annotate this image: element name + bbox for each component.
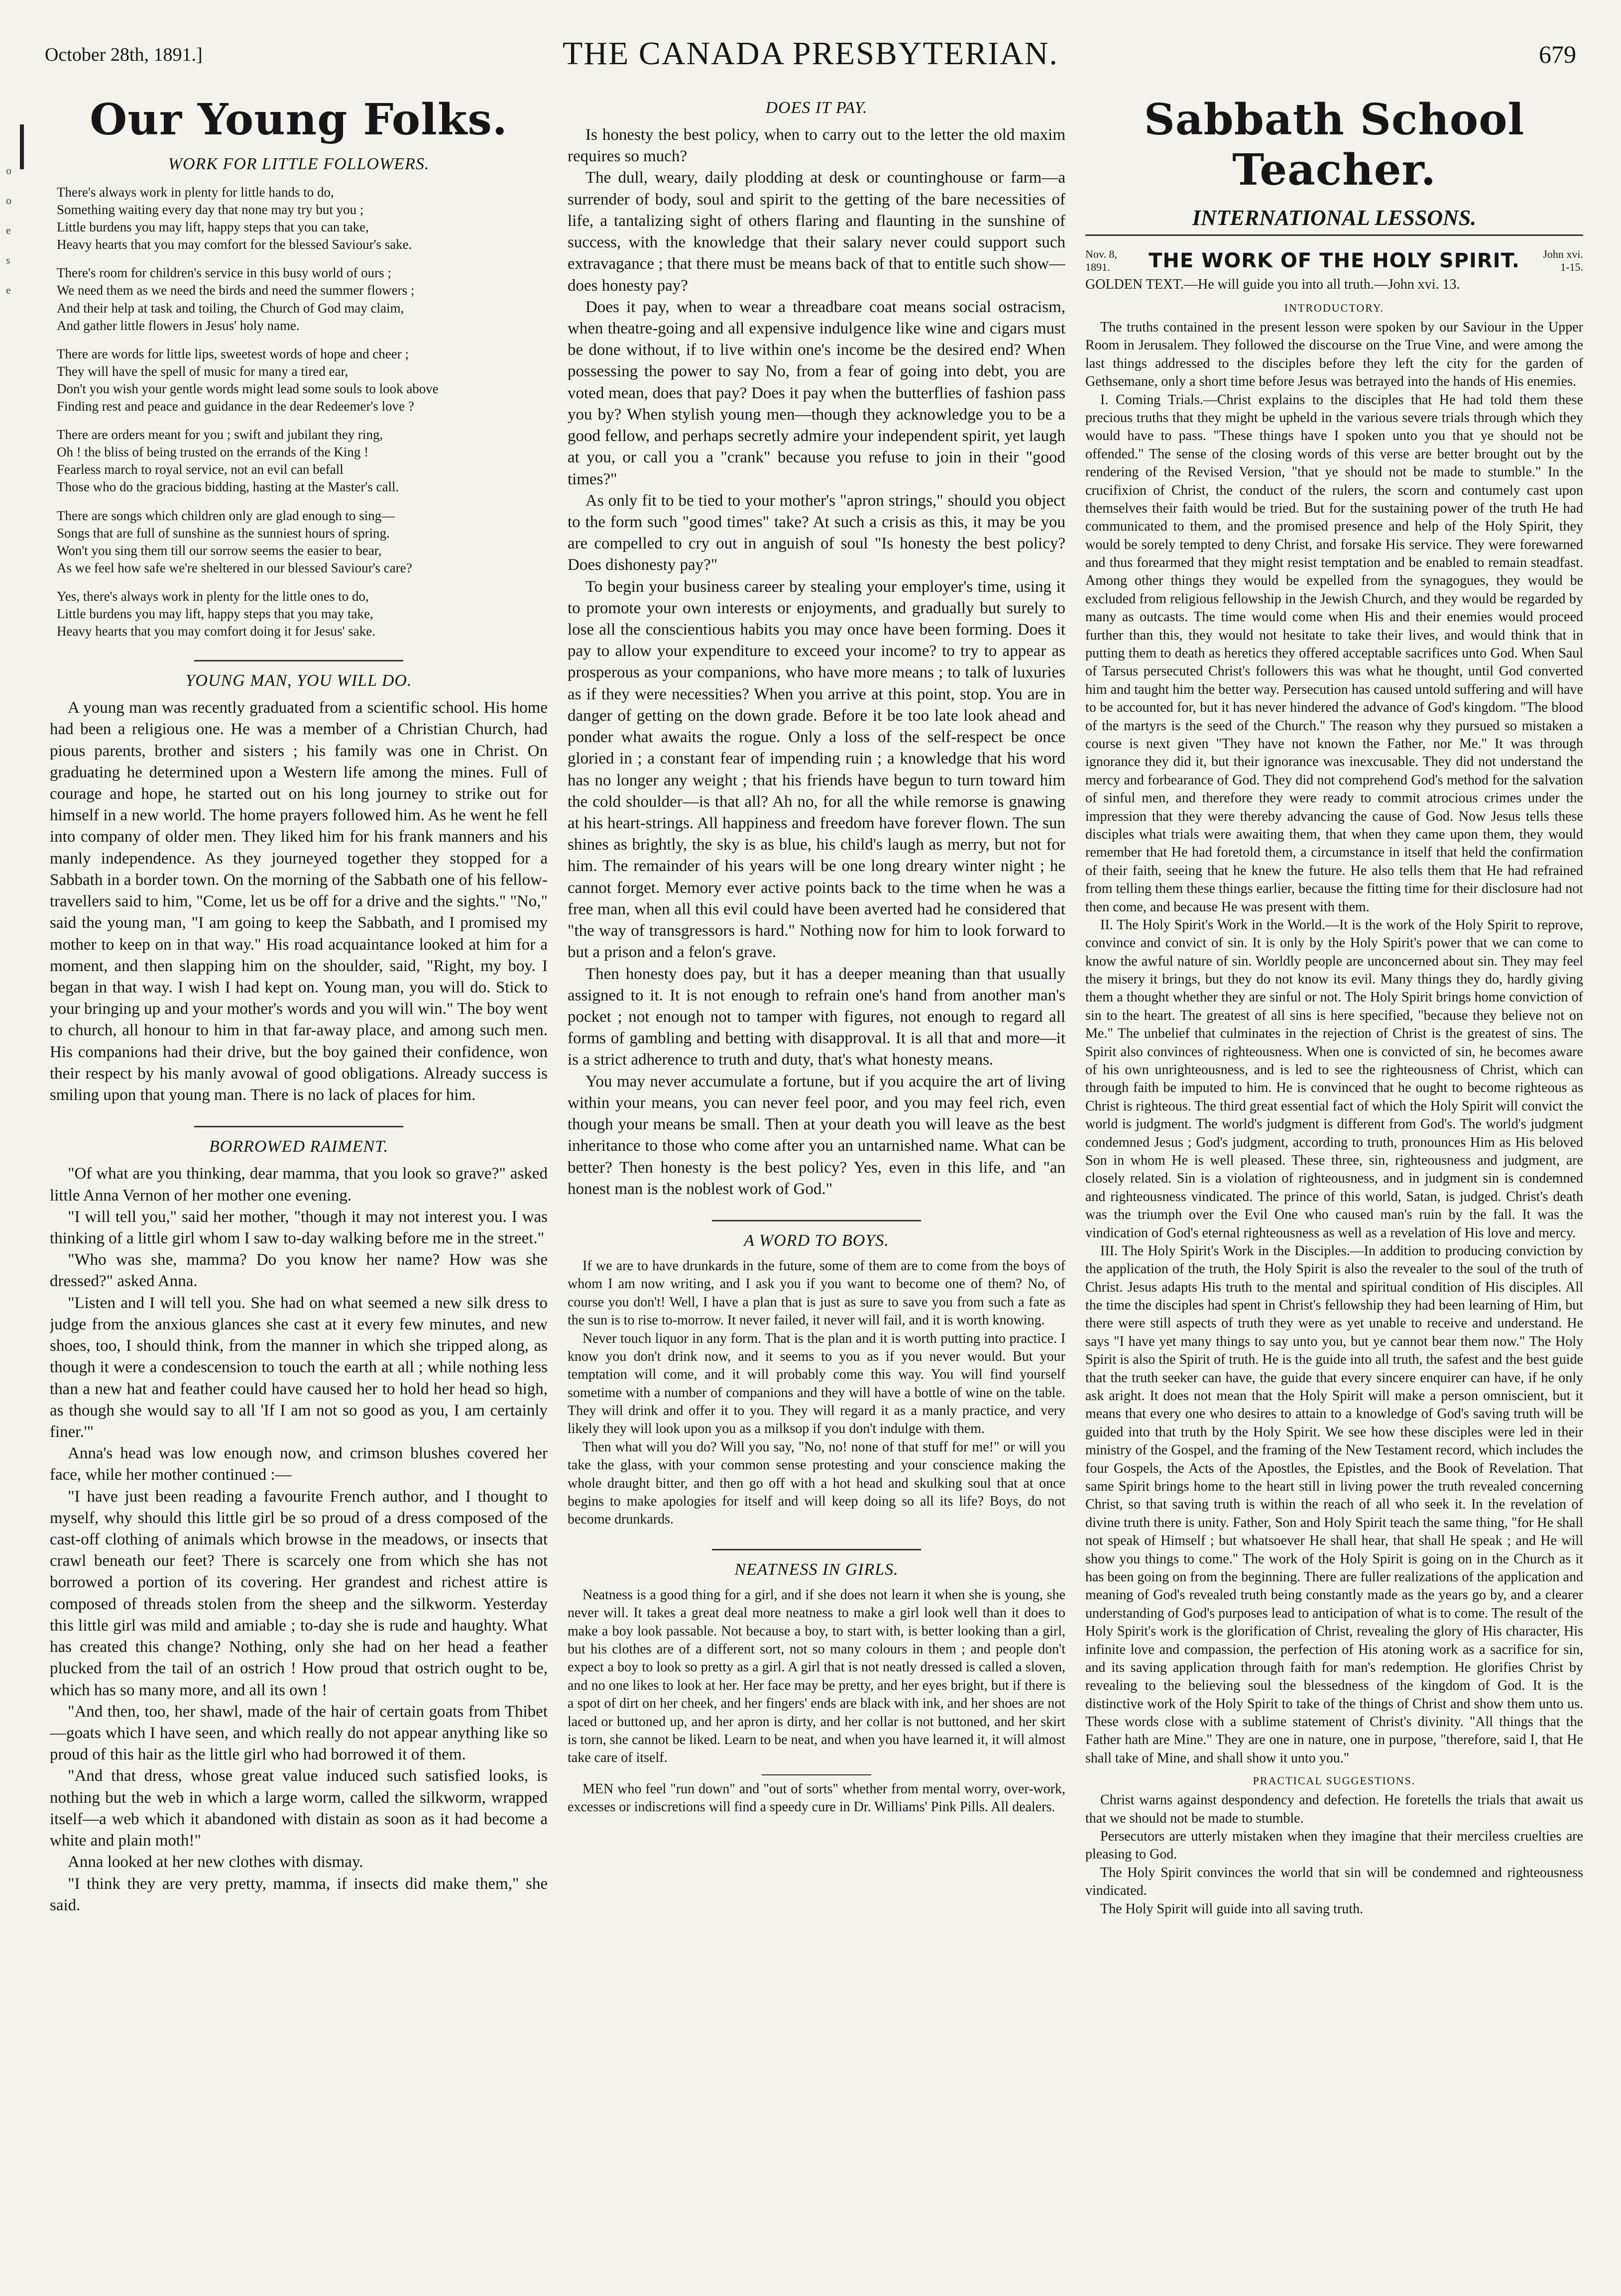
margin-letter: e: [6, 284, 11, 296]
article-paragraph: "And that dress, whose great value induced such satisfied looks, is nothing but the web in which a large worm, called the silkworm, wrapped itself—a web which it abandoned with distain as soon as it had become a white and plain moth!": [50, 1767, 548, 1850]
margin-marks: [6, 164, 26, 314]
article-paragraph: "I have just been reading a favourite French author, and I thought to myself, why should this little girl be so proud of a dress composed of the cast-off clothing of animals which browse in the meadows, or insects that crawl beneath our feet? There is scarcely one from which she has not borrowed a portion of its covering. Her grandest and richest attire is composed of threads stolen from the sheep and the silkworm. Yesterday this little girl was mild and amiable ; to-day she is rude and haughty. What has created this change? Nothing, only she had on her head a feather plucked from the tail of an ostrich ! How proud that ostrich ought to be, which has so many more, and all its own !: [50, 1487, 548, 1699]
divider: [194, 1126, 403, 1127]
column-middle: [568, 90, 1065, 2280]
issue-date: October 28th, 1891.]: [45, 44, 203, 65]
page-header: [45, 25, 1576, 75]
practical-suggestion: Persecutors are utterly mistaken when they imagine that their merciless cruelties are pleasing to God.: [1085, 1829, 1583, 1862]
practical-suggestions-heading: PRACTICAL SUGGESTIONS.: [1253, 1774, 1416, 1787]
newspaper-title: THE CANADA PRESBYTERIAN.: [563, 35, 1058, 72]
article-paragraph: To begin your business career by stealing your employer's time, using it to promote your own interests or enjoyments, and gradually but surely to lose all the conscientious habits you may once have been forming. Does it pay to allow your expenditure to exceed your income? to try to appear as prosperous as your companions, who have more means ; to talk of luxuries as if they were necessities? When you arrive at this point, stop. You are in danger of getting on the down grade. Before it be too late look ahead and ponder what awaits the rogue. Only a loss of the self-respect be once gloried in ; a constant fear of impending ruin ; a knowledge that his word has no longer any weight ; that his friends have begun to turn toward him the cold shoulder—is that all? Ah no, for all the while remorse is gnawing at his heart-strings. All happiness and freedom have forever flown. The sun shines as brightly, the sky is as blue, his child's laugh as merry, but not for him. The remainder of his years will be one long dreary winter night ; he cannot forget. Memory ever active points back to the time when he was a free man, when all this evil could have been averted had he considered that "the way of transgressors is hard." Nothing now for him to look forward to but a prison and a felon's grave.: [568, 577, 1065, 962]
margin-letter: o: [6, 164, 11, 177]
lesson-paragraph: I. Coming Trials.—Christ explains to the disciples that He had told them these precious truths that they might be upheld in the various severe trials through which they would have to pass. "These things have I spoken unto you that ye should not be offended." The sense of the closing words of this verse are better brought out by the rendering of the Revised Version, "that ye should not be made to stumble." In the crucifixion of Christ, the conduct of the rulers, the scorn and contumely cast upon themselves their faith would be tried. But for the sustaining power of the truth He had communicated to them, and the promised presence and help of the Holy Spirit, they would be sorely tempted to deny Christ, and forsake His service. They were forewarned and thus forearmed that they might resist temptation and be enabled to remain steadfast. Among other things they would be expelled from the synagogues, they would be excluded from religious fellowship in the Jewish Church, and they would be regarded by many as outcasts. The time would come when His and their enemies would proceed further than this, they would not hesitate to take their lives, and would think that in putting them to death as heretics they offered acceptable sacrifices unto God. When Saul of Tarsus persecuted Christ's followers this was what he thought, until God converted him and taught him the better way. Persecution has caused untold suffering and will have to be accounted for, but it has never hindered the advance of God's kingdom. "The blood of the martyrs is the seed of the Church." The reason why they pursued so mistaken a course is next given "They have not known the Father, nor Me." It was through ignorance they did it, but their ignorance was inexcusable. They did not understand the mercy and forbearance of God. They did not comprehend God's method for the salvation of sinful men, and therefore they were ready to commit atrocious crimes under the impression that they were thereby advancing the cause of God. Now Jesus tells these disciples what trials were awaiting them, that when they came upon them, they would remember that He had foretold them, a circumstance in itself that held the confirmation of their faith, seeing that he knew the future. He also tells them that He had refrained from telling them these things earlier, because the fitting time for their disclosure had not then come, and because He was present with them.: [1085, 392, 1583, 915]
article-paragraph: "And then, too, her shawl, made of the hair of certain goats from Thibet—goats which I have seen, and which really do not appear anything like so proud of this hair as the little girl who had borrowed it of them.: [50, 1702, 548, 1764]
practical-suggestion: The Holy Spirit convinces the world that sin will be condemned and righteousness vindicated.: [1085, 1864, 1583, 1899]
article-paragraph: "Of what are you thinking, dear mamma, that you look so grave?" asked little Anna Vernon of her mother one evening.: [50, 1165, 548, 1204]
article-paragraph: Never touch liquor in any form. That is the plan and it is worth putting into practice. I know you don't drink now, and it seems to you as if you never would. But your temptation will come, and it will probably come this way. You will find yourself sometime with a number of companions and they will have a bottle of wine on the table. They will drink and offer it to you. They will regard it as a manly practice, and very likely they will look upon you as a milksop if you don't indulge with them.: [568, 1330, 1065, 1437]
practical-suggestion: Christ warns against despondency and defection. He foretells the trials that await us that we should not be made to stumble.: [1085, 1792, 1583, 1826]
advertisement: MEN who feel "run down" and "out of sorts" whether from mental worry, over-work, excesses or indiscretions will find a speedy cure in Dr. Williams' Pink Pills. All dealers.: [568, 1781, 1065, 1815]
article-paragraph: Does it pay, when to wear a threadbare coat means social ostracism, when theatre-going and all expensive indulgence like wine and cigars must be done without, if to live within one's income be the desired end? When possessing the power to say No, from a fear of going into debt, you are voted mean, does that pay? Does it pay when the butterflies of fashion pass you by? When stylish young men—though they acknowledge you to be a good fellow, and perhaps secretly admire your independent spirit, yet laugh at you, or call you a "crank" because you refuse to join in their "good times?": [568, 298, 1065, 488]
lesson-title: THE WORK OF THE HOLY SPIRIT.: [1149, 249, 1520, 272]
article-title: BORROWED RAIMENT.: [209, 1137, 389, 1156]
margin-letter: e: [6, 224, 11, 236]
margin-letter: s: [6, 254, 10, 266]
article-paragraph: As only fit to be tied to your mother's "apron strings," should you object to the form such "good times" take? At such a crisis as this, it may be you are compelled to cry out in anguish of soul "Is honesty the best policy? Does dishonesty pay?": [568, 491, 1065, 574]
article-paragraph: Then honesty does pay, but it has a deeper meaning than that usually assigned to it. It is not enough to refrain one's hand from another man's pocket ; not enough not to tamper with figures, not enough to regard all forms of gambling and betting with disapproval. It is all that and more—it is a strict adherence to truth and duty, that's what honesty means.: [568, 965, 1065, 1069]
article-title: A WORD TO BOYS.: [744, 1231, 889, 1250]
article-title: DOES IT PAY.: [765, 99, 868, 117]
divider: [712, 1549, 921, 1550]
practical-suggestion: The Holy Spirit will guide into all saving truth.: [1100, 1901, 1364, 1917]
lesson-heading: [1085, 248, 1583, 274]
article-paragraph: The dull, weary, daily plodding at desk or countinghouse or farm—a surrender of body, soul and spirit to the getting of the bare necessities of life, a tantalizing sight of others flaring and flaunting in the sunshine of success, with the knowledge that their salary never could support such extravagance ; that there must be means back of that to entitle such show—does honesty pay?: [568, 169, 1065, 295]
section-title-sabbath-school: Sabbath School Teacher.: [1144, 95, 1525, 195]
page-number: 679: [1539, 40, 1576, 68]
lesson-paragraph: The truths contained in the present lesson were spoken by our Saviour in the Upper Room in Jerusalem. They followed the discourse on the True Vine, and were among the last things addressed to the disciples before they left the city for the garden of Gethsemane, only a short time before Jesus was betrayed into the hands of His enemies.: [1085, 320, 1583, 390]
section-title-young-folks: Our Young Folks.: [90, 95, 508, 145]
article-paragraph: Neatness is a good thing for a girl, and if she does not learn it when she is young, she never will. It takes a great deal more neatness to make a girl look well than it does to make a boy look passable. Not because a boy, to start with, is better looking than a girl, but his clothes are of a different sort, not so many colours in them ; and people don't expect a boy to look so pretty as a girl. A girl that is not neatly dressed is called a sloven, and no one likes to look at her. Her face may be pretty, and her eyes bright, but if there is a spot of dirt on her cheek, and her fingers' ends are black with ink, and her shoes are not laced or buttoned up, and her apron is dirty, and her collar is not buttoned, and her skirt is torn, she cannot be liked. Learn to be neat, and when you have learned it, it will almost take care of itself.: [568, 1587, 1065, 1766]
margin-bar: [20, 124, 24, 169]
poem-stanza: There's room for children's service in this busy world of ours ; We need them as we need the birds and need the summer flowers ; And their help at task and toiling, the Church of God may claim, And gather little flowers in Jesus' holy name.: [57, 265, 415, 333]
article-paragraph: "Who was she, mamma? Do you know her name? How was she dressed?" asked Anna.: [50, 1251, 548, 1291]
lesson-date: Nov. 8, 1891.: [1085, 248, 1117, 273]
margin-letter: o: [6, 194, 11, 207]
column-young-folks: [50, 90, 548, 2280]
column-sabbath-school: [1085, 90, 1583, 2280]
article-paragraph: You may never accumulate a fortune, but if you acquire the art of living within your means, you can never feel poor, and you may feel rich, even though your means be small. Then at your death you will leave as the best inheritance to those who come after you an untarnished name. What can be better? Then honesty is the best policy? Yes, even in this life, and "an honest man is the noblest work of God.": [568, 1072, 1065, 1198]
poem-stanza: There are songs which children only are glad enough to sing— Songs that are full of sunshine as the sunniest hours of spring. Won't you sing them till our sorrow seems the easier to bear, As we feel how safe we're sheltered in our blessed Saviour's care?: [57, 508, 412, 575]
article-paragraph: A young man was recently graduated from a scientific school. His home had been a religious one. He was a member of a Christian Church, had pious parents, brother and sisters ; his family was one in Christ. On graduating he determined upon a Western life among the mines. Full of courage and hope, he started out on his long journey to strike out for himself in a new world. The home prayers followed him. As he went he fell into company of older men. They liked him for his frank manners and his manly independence. As they journeyed together they stopped for a Sabbath in a border town. On the morning of the Sabbath one of his fellow-travellers said to him, "Come, let us be off for a drive and the sights." "No," said the young man, "I am going to keep the Sabbath, and I promised my mother to keep on in that way." His road acquaintance looked at him for a moment, and then slapping him on the shoulder, said, "Right, my boy. I began in that way. I wish I had kept on. Young man, you will do. Stick to your bringing up and your mother's words and you will win." The boy went to church, all honour to him in that far-away place, and among such men. His companions had their drive, but the boy gained their confidence, won their respect by his manly avowal of good obligations. Already success is smiling upon that young man. There is no lack of places for him.: [50, 699, 548, 1104]
golden-text: GOLDEN TEXT.—He will guide you into all truth.—John xvi. 13.: [1085, 277, 1460, 292]
poem: [57, 184, 548, 640]
article-paragraph: "I will tell you," said her mother, "though it may not interest you. I was thinking of a little girl whom I saw to-day walking before me in the street.": [50, 1207, 548, 1247]
introductory-heading: INTRODUCTORY.: [1284, 302, 1385, 314]
lesson-reference: John xvi. 1-15.: [1543, 248, 1583, 273]
article-paragraph: If we are to have drunkards in the future, some of them are to come from the boys of whom I am now writing, and I ask you if you want to become one of them? No, of course you don't! Well, I have a plan that is just as sure to save you from such a fate as the sun is to rise to-morrow. It never failed, it never will fail, and it is worth knowing.: [568, 1258, 1065, 1328]
divider: [712, 1220, 921, 1221]
international-lessons-heading: INTERNATIONAL LESSONS.: [1085, 205, 1583, 236]
article-paragraph: Anna looked at her new clothes with dismay.: [68, 1853, 363, 1871]
poem-stanza: There are words for little lips, sweetest words of hope and cheer ; They will have the spell of music for many a tired ear, Don't you wish your gentle words might lead some souls to look above Finding rest and peace and guidance in the dear Redeemer's love ?: [57, 346, 439, 414]
poem-stanza: There's always work in plenty for little hands to do, Something waiting every day that none may try but you ; Little burdens you may lift, happy steps that you can take, Heavy hearts that you may comfort for the blessed Saviour's sake.: [57, 185, 412, 252]
article-title: YOUNG MAN, YOU WILL DO.: [185, 671, 412, 690]
article-title: NEATNESS IN GIRLS.: [734, 1560, 899, 1579]
article-paragraph: Then what will you do? Will you say, "No, no! none of that stuff for me!" or will you take the glass, with your common sense protesting and your conscience making the whole draught bitter, and then go off with a hot head and skulking soul that at once begins to make apologies for itself and will keep doing so all its life? Boys, do not become drunkards.: [568, 1439, 1065, 1528]
lesson-paragraph: III. The Holy Spirit's Work in the Disciples.—In addition to producing conviction by the application of the truth, the Holy Spirit is also the revealer to the soul of the truth of Christ. Jesus adapts His truth to the mental and spiritual condition of His disciples. All the time the disciples had spent in Christ's fellowship they had been learning of Him, but there were still aspects of truth they were as yet unable to receive and understand. He says "I have yet many things to say unto you, but ye cannot bear them now." The Holy Spirit is also the Spirit of truth. He is the guide into all truth, the safest and the best guide that the truth seeker can have, the guide that every sincere enquirer can have, if he only ask aright. It does not mean that the Holy Spirit will make a person omniscient, but it means that every one who desires to attain to a knowledge of God's saving truth will be guided into that truth by the Holy Spirit. We see how these disciples were led in their ministry of the Gospel, and the framing of the New Testament record, which includes the four Gospels, the Acts of the Apostles, the Epistles, and the Book of Revelation. That same Spirit brings home to the heart still in living power the truth revealed concerning Christ, so that saving truth is within the reach of all who seek it. In the revelation of divine truth there is unity. Father, Son and Holy Spirit teach the same thing, "for He shall not speak of Himself ; but whatsoever He shall hear, that shall He speak ; and He will show you things to come." The work of the Holy Spirit is going on in the Church as it has been going on from the beginning. There are fuller realizations of the application and meaning of God's revealed truth being constantly made as the years go by, and a clearer understanding of God's purposes lead to anticipation of what is to come. The result of the Holy Spirit's work is the glorification of Christ, revealing the glory of His character, His infinite love and compassion, the perfection of His atoning work as a sacrifice for sin, and its saving application through faith for man's redemption. He glorifies Christ by revealing to the believing soul the blessedness of the kingdom of God. It is the distinctive work of the Holy Spirit to take of the things of Christ and show them unto us. These words close with a sublime statement of Christ's divinity. "All things that the Father hath are Mine." They are one in nature, one in purpose, "therefore, said I, that He shall take of Mine, and shall show it unto you.": [1085, 1243, 1583, 1766]
poem-title: WORK FOR LITTLE FOLLOWERS.: [168, 155, 430, 173]
article-paragraph: Is honesty the best policy, when to carry out to the letter the old maxim requires so much?: [568, 126, 1065, 166]
poem-stanza: There are orders meant for you ; swift and jubilant they ring, Oh ! the bliss of being trusted on the errands of the King ! Fearless march to royal service, not an evil can befall Those who do the gracious bidding, hasting at the Master's call.: [57, 427, 399, 495]
article-paragraph: "I think they are very pretty, mamma, if insects did make them," she said.: [50, 1874, 548, 1914]
article-paragraph: Anna's head was low enough now, and crimson blushes covered her face, while her mother continued :—: [50, 1444, 548, 1484]
divider: [762, 1774, 871, 1775]
poem-stanza: Yes, there's always work in plenty for the little ones to do, Little burdens you may lift, happy steps that you may take, Heavy hearts that you may comfort doing it for Jesus' sake.: [57, 588, 375, 639]
divider: [194, 660, 403, 661]
lesson-paragraph: II. The Holy Spirit's Work in the World.—It is the work of the Holy Spirit to reprove, convince and convict of sin. It is only by the Holy Spirit's power that we can come to know the awful nature of sin. Worldly people are unconcerned about sin. They may feel the misery it brings, but they do not know its evil. Many things they do, hardly giving them a thought whether they are sinful or not. The Holy Spirit brings home conviction of sin to the heart. The greatest of all sins is here specified, "because they believe not on Me." The unbelief that culminates in the rejection of Christ is the greatest of sins. The Spirit also convinces of righteousness. When one is convicted of sin, he becomes aware of his own unrighteousness, and is led to see the righteousness of Christ, which can through faith be imputed to him. He is convinced that he ought to become righteous as Christ is righteous. The third great essential fact of which the Holy Spirit will convict the world is judgment. The world's judgment is different from God's. The world's judgment condemned Jesus ; God's judgment, according to truth, pronounces Him as His beloved Son in whom He is well pleased. These three, sin, righteousness and judgment, are closely related. Sin is a violation of righteousness, and in judgment sin is condemned and righteousness vindicated. The prince of this world, Satan, is judged. Christ's death was the triumph over the Evil One who caused man's ruin by the fall. It was the vindication of God's eternal righteousness as well as a revelation of His love and mercy.: [1085, 917, 1583, 1241]
article-paragraph: "Listen and I will tell you. She had on what seemed a new silk dress to judge from the anxious glances she cast at it every few minutes, and new shoes, too, I should think, from the manner in which she tripped along, as though it were a condescension to touch the earth at all ; while nothing less than a new hat and feather could have caused her to hold her head so high, as though she would say to all 'If I am not so good as you, I am certainly finer.'": [50, 1294, 548, 1441]
